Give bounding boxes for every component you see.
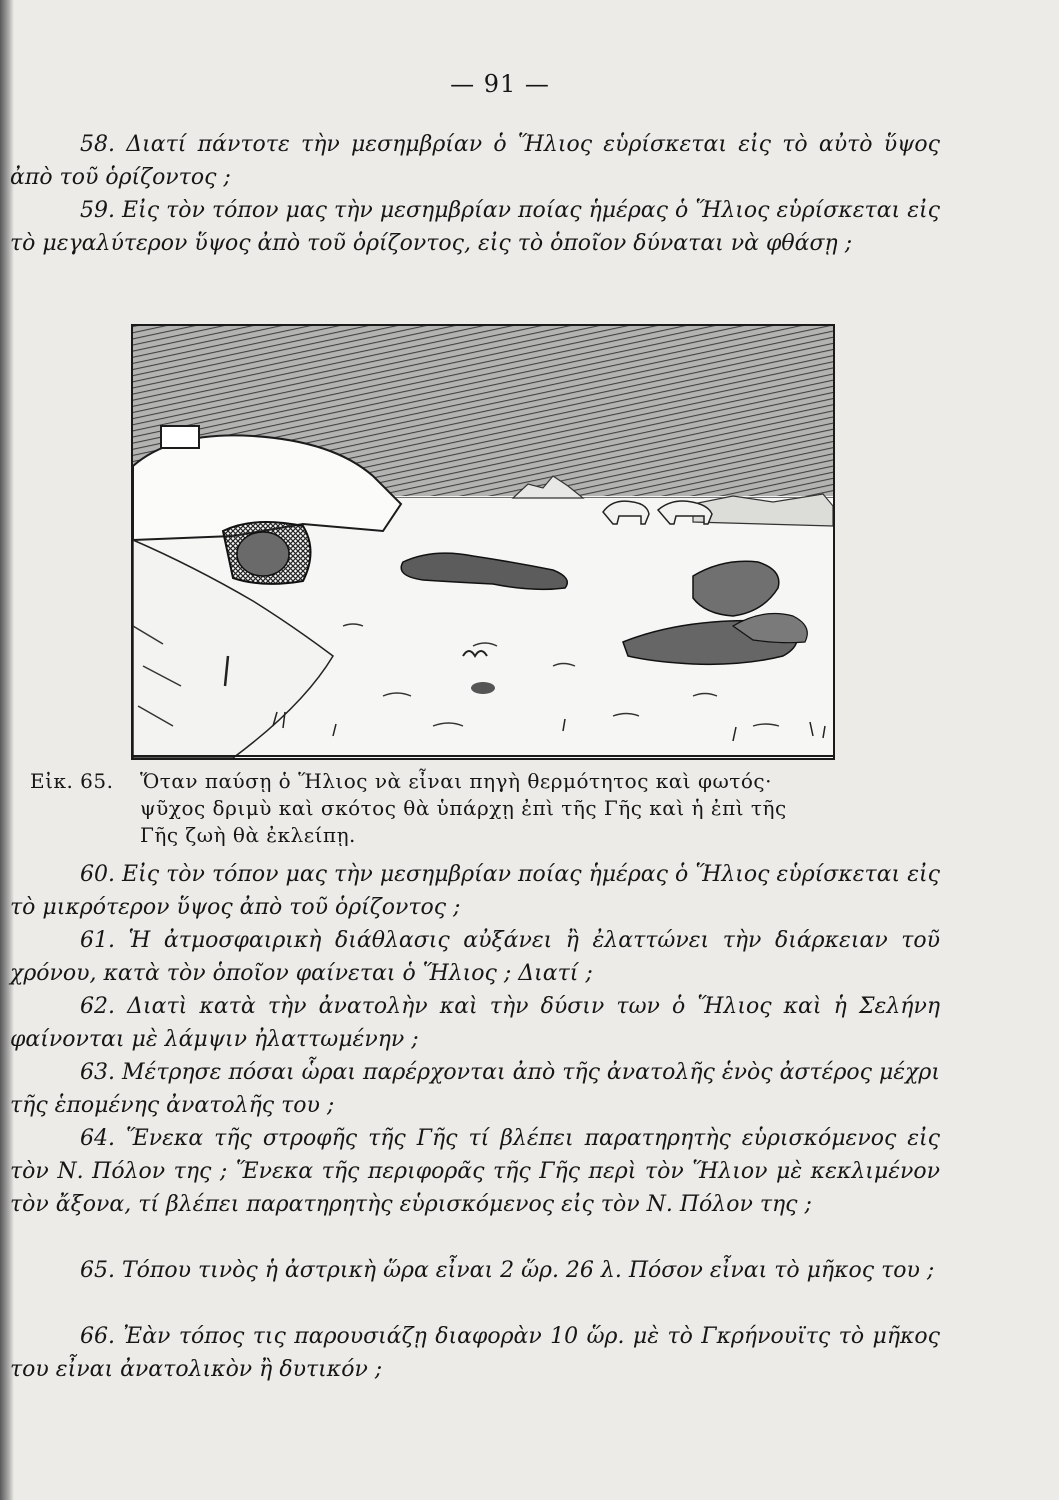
caption-line-3: Γῆς ζωὴ θὰ ἐκλείπῃ. bbox=[140, 823, 356, 847]
question-58: 58. Διατί πάντοτε τὴν μεσημβρίαν ὁ Ἥλιος εὑρίσκεται εἰς τὸ αὐτὸ ὕψος ἀπὸ τοῦ ὁρίζοντος ; bbox=[10, 132, 940, 190]
question-65: 65. Τόπου τινὸς ἡ ἀστρικὴ ὥρα εἶναι 2 ὥρ. 26 λ. Πόσον εἶναι τὸ μῆκος του ; bbox=[80, 1258, 935, 1283]
caption-line-1: Ὅταν παύσῃ ὁ Ἥλιος νὰ εἶναι πηγὴ θερμότητος καὶ φωτός· bbox=[140, 769, 772, 793]
figure-caption bbox=[30, 768, 945, 849]
question-66: 66. Ἐὰν τόπος τις παρουσιάζῃ διαφορὰν 10 ὥρ. μὲ τὸ Γκρήνουϊτς τὸ μῆκος του εἶναι ἀνατολικὸν ἢ δυτικόν ; bbox=[10, 1324, 940, 1382]
question-63: 63. Μέτρησε πόσαι ὧραι παρέρχονται ἀπὸ τῆς ἀνατολῆς ἑνὸς ἀστέρος μέχρι τῆς ἑπομένης ἀνατολῆς του ; bbox=[10, 1060, 940, 1118]
question-59: 59. Εἰς τὸν τόπον μας τὴν μεσημβρίαν ποίας ἡμέρας ὁ Ἥλιος εὑρίσκεται εἰς τὸ μεγαλύτερον ὕψος ἀπὸ τοῦ ὁρίζοντος, εἰς τὸ ὁποῖον δύναται νὰ φθάσῃ ; bbox=[10, 198, 940, 256]
question-61: 61. Ἡ ἀτμοσφαιρικὴ διάθλασις αὐξάνει ἢ ἐλαττώνει τὴν διάρκειαν τοῦ χρόνου, κατὰ τὸν ὁποῖον φαίνεται ὁ Ἥλιος ; Διατί ; bbox=[10, 928, 940, 986]
illustration-frozen-earth bbox=[131, 324, 835, 760]
figure-label: Εἰκ. 65. bbox=[30, 769, 114, 793]
caption-line-2: ψῦχος δριμὺ καὶ σκότος θὰ ὑπάρχῃ ἐπὶ τῆς Γῆς καὶ ἡ ἐπὶ τῆς bbox=[140, 796, 787, 820]
illustration-drawing bbox=[133, 326, 833, 758]
question-64: 64. Ἕνεκα τῆς στροφῆς τῆς Γῆς τί βλέπει παρατηρητὴς εὑρισκόμενος εἰς τὸν Ν. Πόλον της ; Ἕνεκα τῆς περιφορᾶς τῆς Γῆς περὶ τὸν Ἥλιον μὲ κεκλιμένον τὸν ἄξονα, τί βλέπει παρατηρητὴς εὑρισκόμενος εἰς τὸν Ν. Πόλον της ; bbox=[10, 1126, 940, 1217]
page-number: — 91 — bbox=[450, 70, 550, 98]
question-62: 62. Διατὶ κατὰ τὴν ἀνατολὴν καὶ τὴν δύσιν των ὁ Ἥλιος καὶ ἡ Σελήνη φαίνονται μὲ λάμψιν ἠλαττωμένην ; bbox=[10, 994, 940, 1052]
question-60: 60. Εἰς τὸν τόπον μας τὴν μεσημβρίαν ποίας ἡμέρας ὁ Ἥλιος εὑρίσκεται εἰς τὸ μικρότερον ὕψος ἀπὸ τοῦ ὁρίζοντος ; bbox=[10, 862, 940, 920]
